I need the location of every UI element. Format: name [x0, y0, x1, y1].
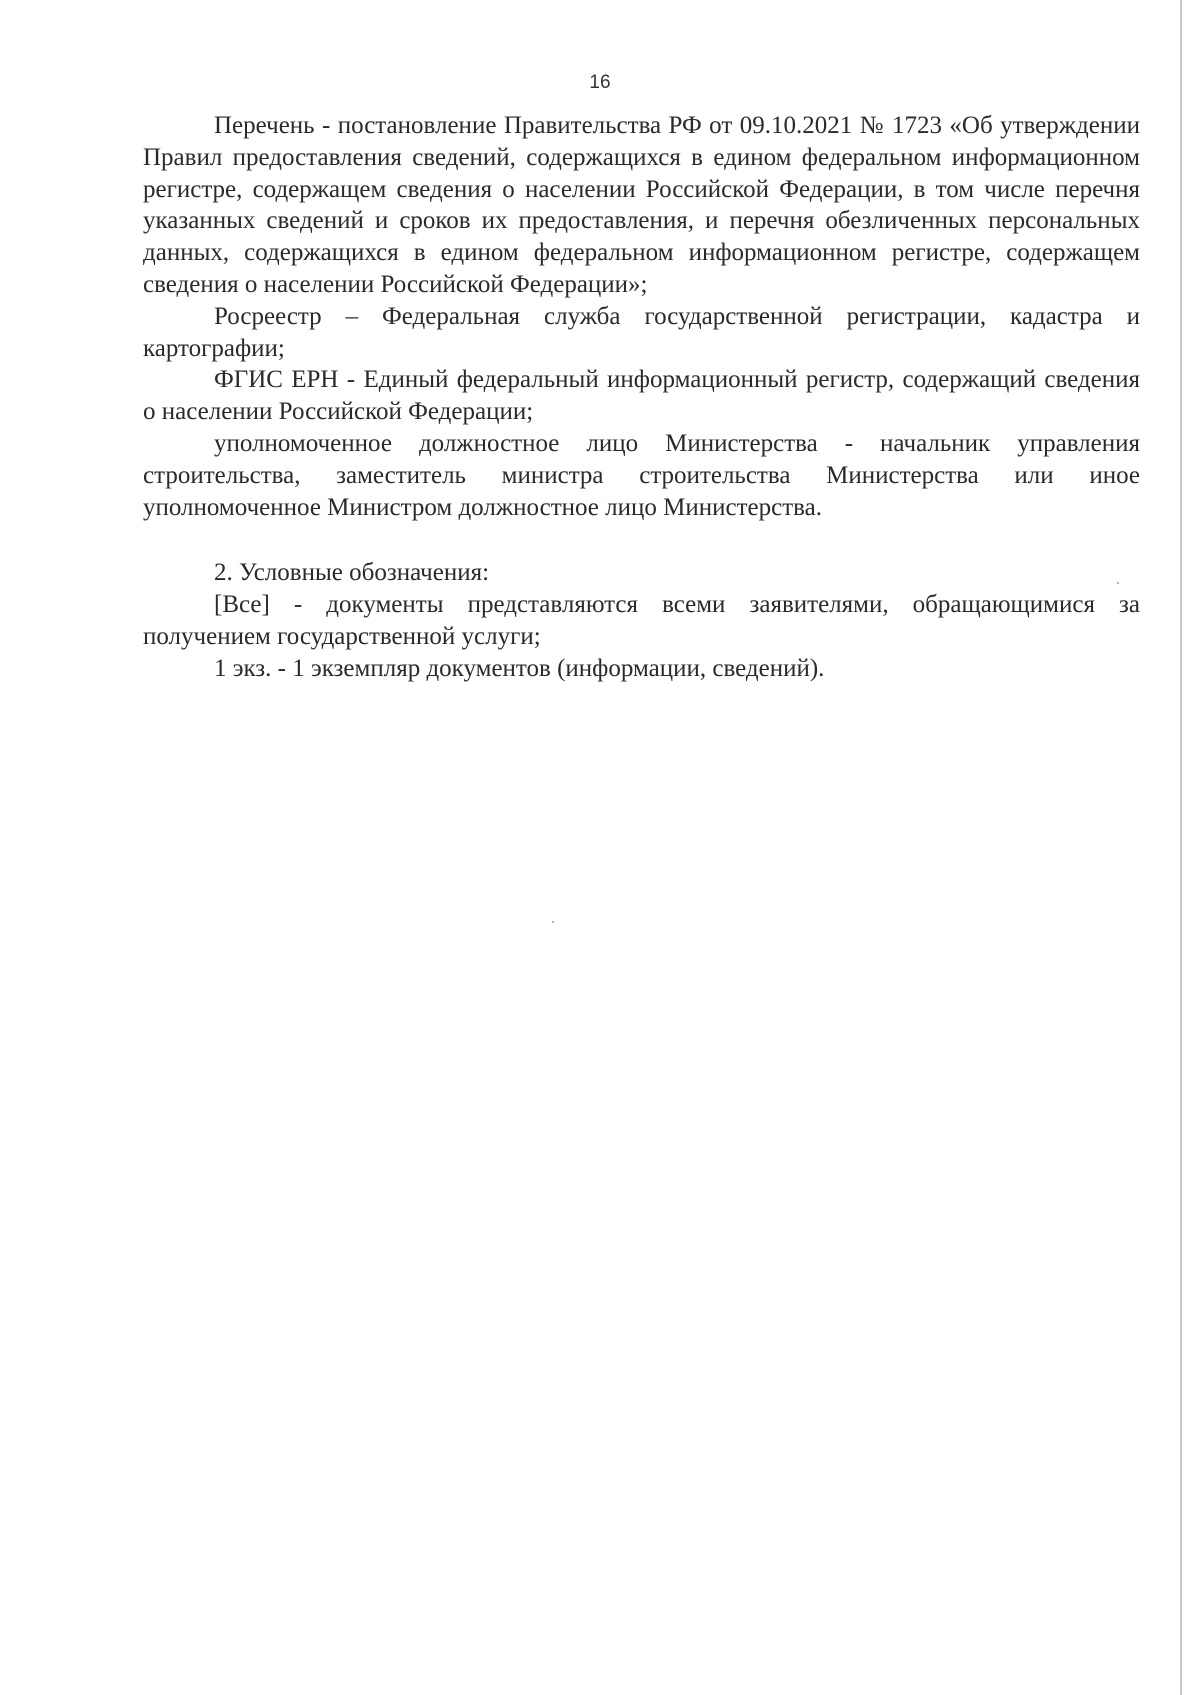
definition-fgis-ern: ФГИС ЕРН - Единый федеральный информационный регистр, содержащий сведения о населении Российской Федерации;: [143, 366, 1140, 426]
scan-speck: [1117, 582, 1119, 584]
page-number: 16: [589, 72, 611, 93]
definition-perechen: Перечень - постановление Правительства РФ от 09.10.2021 № 1723 «Об утверждении Правил предоставления сведений, содержащихся в едином федеральном информационном регистре, содержащем сведения о населении Российской Федерации, в том числе перечня указанных сведений и сроков их предоставления, и перечня обезличенных персональных данных, содержащихся в едином федеральном информационном регистре, содержащем сведения о населении Российской Федерации»;: [143, 112, 1140, 298]
legend-heading: 2. Условные обозначения:: [214, 559, 490, 587]
page-edge-line: [1180, 0, 1182, 1695]
scan-speck: [552, 921, 554, 923]
section-spacer: [143, 523, 1140, 557]
legend-item-all: [Все] - документы представляются всеми заявителями, обращающимися за получением государственной услуги;: [143, 591, 1140, 650]
document-body: [143, 110, 1140, 685]
definition-authorized-official: уполномоченное должностное лицо Министерства - начальник управления строительства, заместитель министра строительства Министерства или иное уполномоченное Министром должностное лицо Министерства.: [143, 429, 1140, 521]
definition-rosreestr: Росреестр – Федеральная служба государственной регистрации, кадастра и картографии;: [143, 302, 1140, 362]
legend-item-copy: 1 экз. - 1 экземпляр документов (информации, сведений).: [214, 654, 825, 682]
